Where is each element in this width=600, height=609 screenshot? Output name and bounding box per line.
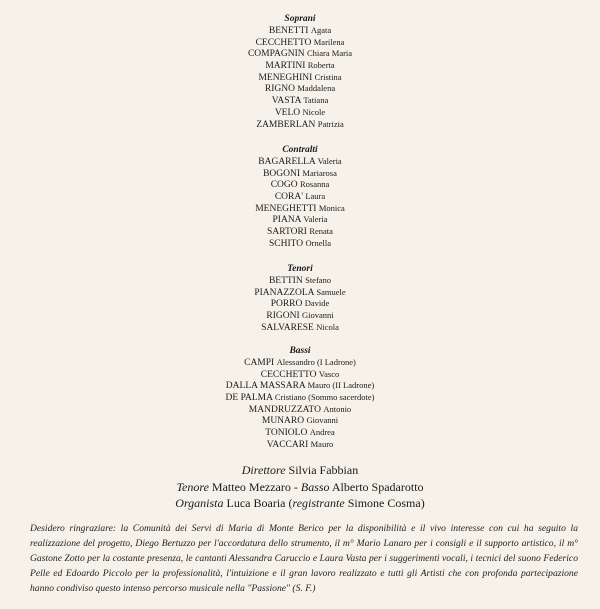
member [0,226,600,238]
member [0,203,600,215]
member-name: Valeria [303,214,328,225]
section-tenori [0,263,600,333]
member-name: Agata [310,25,332,35]
role-label: registrante [292,496,345,510]
member-surname: BOGONI [263,168,301,179]
member [0,95,600,107]
member-surname: COGO [270,180,298,191]
member [0,310,600,322]
member-name: Marilena [313,36,345,47]
member-name: Renata [309,226,333,237]
member-surname: COMPAGNIN [247,49,305,60]
member-surname: MANDRUZZATO [248,404,321,415]
member-surname: CECCHETTO [260,369,317,380]
member [0,168,600,180]
member-surname: MUNARO [261,416,305,427]
member [0,83,600,95]
member-list [0,357,600,451]
member [0,357,600,369]
member [0,427,600,439]
member-surname: CECCHETTO [255,37,312,48]
member-surname: PIANAZZOLA [254,287,314,298]
member-name: Patrizia [317,118,344,129]
credit-tenore-basso [0,479,600,496]
person-name: Simone Cosma [347,496,421,510]
section-heading: Tenori [287,264,313,274]
role-label: Direttore [241,463,286,477]
member [0,369,600,381]
member-name: Cristiano (Sommo sacerdote) [274,392,375,403]
role-label: Tenore [176,479,209,494]
member-list [0,156,600,250]
member-surname: VELO [274,107,301,118]
member-list [0,25,600,130]
member-name: Valeria [317,156,342,166]
member [0,107,600,119]
member-name: Giovanni [306,415,339,426]
member-name: Mariarosa [302,167,337,178]
member-surname: RIGONI [266,311,300,322]
member-name: Monica [318,202,345,213]
member-surname: BENETTI [268,26,309,36]
member [0,415,600,427]
member [0,404,600,416]
member [0,214,600,226]
member-name: Roberta [307,60,335,71]
section-soprani [0,13,600,130]
credit-direttore [0,462,600,479]
member-surname: PORRO [270,299,303,310]
member-surname: BAGARELLA [258,157,316,167]
member-surname: SARTORI [267,227,307,238]
section-heading: Bassi [289,346,311,356]
member-surname: DALLA MASSARA [225,381,306,392]
member [0,287,600,299]
member [0,392,600,404]
member-name: Davide [304,298,330,309]
member-name: Chiara Maria [306,48,353,59]
section-contralti [0,144,600,250]
member-name: Giovanni [301,310,334,321]
credits [0,462,600,512]
member-name: Antonio [323,403,352,414]
member-list [0,275,600,333]
member [0,275,600,287]
member-surname: MENEGHINI [258,72,313,83]
section-heading: Contralti [282,145,318,155]
member [0,191,600,203]
member-surname: MARTINI [265,61,306,72]
member-name: Alessandro (I Ladrone) [276,357,356,367]
member [0,439,600,451]
member-name: Laura [305,191,326,202]
member-surname: RIGNO [264,84,295,95]
member-name: Mauro (II Ladrone) [307,380,375,391]
member-name: Tatiana [303,95,329,106]
member-surname: TONIOLO [265,428,308,439]
separator: - [290,479,301,494]
member [0,298,600,310]
member [0,380,600,392]
member-name: Nicole [302,106,326,117]
member-name: Vasco [318,368,340,379]
member [0,37,600,49]
role-label: Basso [300,479,330,494]
credit-organista [0,495,600,512]
member [0,322,600,334]
member [0,25,600,37]
member-surname: CORA' [274,192,303,203]
member-surname: SCHITO [268,238,304,249]
member [0,179,600,191]
member-surname: VACCARI [266,439,309,450]
member-surname: SALVARESE [261,322,314,333]
member-name: Maddalena [297,83,336,94]
member [0,156,600,168]
member-surname: PIANA [272,215,302,226]
member [0,238,600,250]
person-name: Silvia Fabbian [288,463,359,477]
member-surname: VASTA [271,96,301,107]
section-bassi [0,345,600,451]
member-surname: MENEGHETTI [255,203,317,214]
member [0,48,600,60]
member [0,119,600,131]
person-name: Luca Boaria [226,496,286,510]
paren-open: ( [288,496,293,510]
member-name: Ornella [305,237,331,248]
member-name: Stefano [305,275,332,285]
person-name: Matteo Mezzaro [211,479,291,494]
member-name: Mauro [310,438,334,449]
acknowledgement-paragraph: Desidero ringraziare: la Comunità dei Servi di Maria di Monte Berico per la disponibilità e il vivo interesse con cui ha seguito la realizzazione del progetto, Diego Bertuzzo per l'accordatura dello strumento, il m° Mario Lanaro per i consigli e il supporto artistico, il m° Gastone Zotto per la costante presenza, le cantanti Alessandra Caruccio e Laura Vasta per i suggerimenti vocali, i tecnici del suono Federico Pelle ed Edoardo Piccolo per la professionalità, l'intuizione e il gran lavoro realizzato e tutti gli Artisti che con profonda partecipazione hanno condiviso questo intenso percorso musicale nella "Passione" (S. F.) [30,523,578,594]
section-heading: Soprani [284,14,316,24]
member-surname: DE PALMA [225,393,273,404]
member [0,72,600,84]
paren-close: ) [420,496,425,510]
member [0,60,600,72]
member-name: Nicola [316,321,339,332]
person-name: Alberto Spadarotto [331,479,424,494]
member-name: Rosanna [300,179,330,190]
member-name: Cristina [314,71,342,82]
member-surname: BETTIN [268,276,303,286]
member-surname: CAMPI [244,358,275,368]
role-label: Organista [175,496,224,510]
member-surname: ZAMBERLAN [256,119,316,130]
member-name: Samuele [316,286,346,297]
member-name: Andrea [309,427,335,438]
